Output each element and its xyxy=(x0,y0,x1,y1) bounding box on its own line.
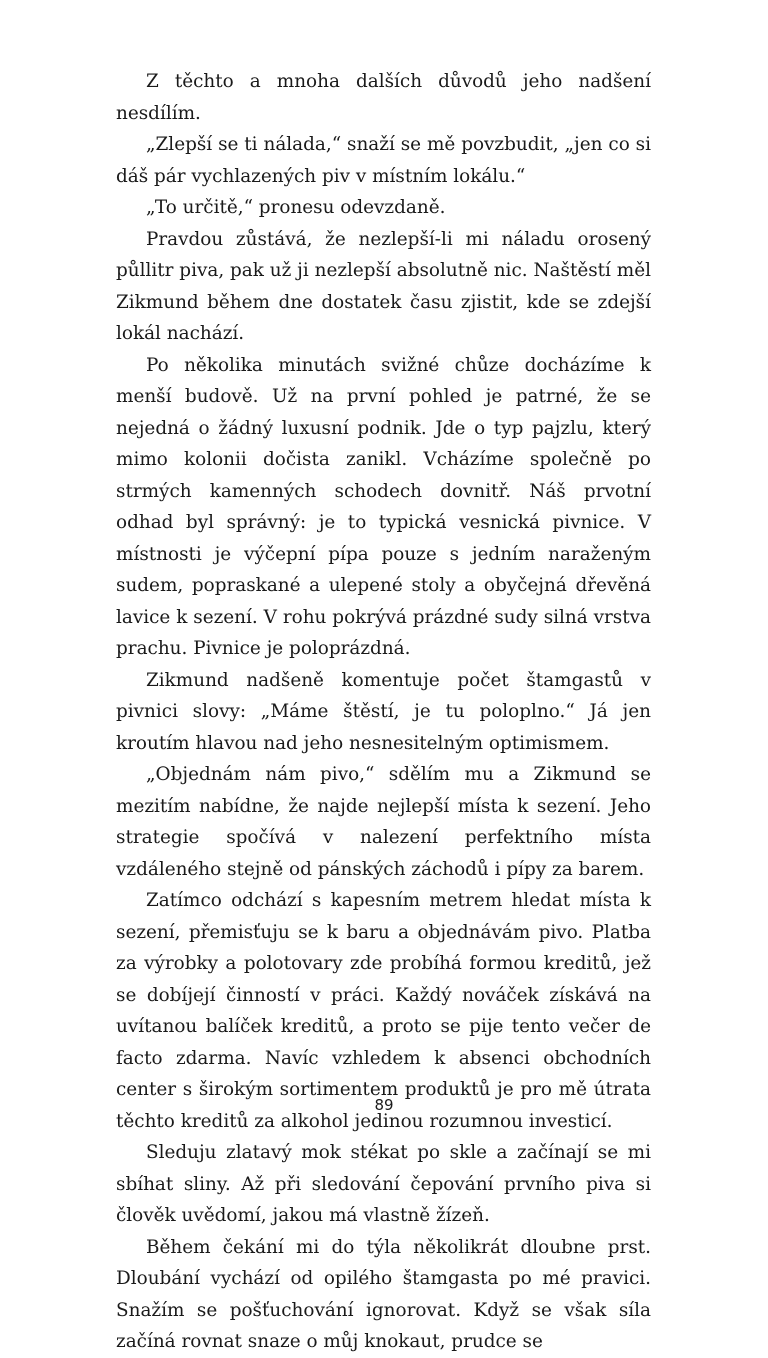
paragraph: Zatímco odchází s kapesním metrem hledat místa k sezení, přemisťuju se k baru a objednávám pivo. Platba za výrobky a polotovary zde probíhá formou kreditů, jež se dobíjejí činností v práci. Každý nováček získává na uvítanou balíček kreditů, a proto se pije tento večer de facto zdarma. Navíc vzhledem k absenci obchodních center s širokým sortimentem produktů je pro mě útrata těchto kreditů za alkohol jedinou rozumnou investicí. xyxy=(116,890,651,1132)
paragraph: „To určitě,“ pronesu odevzdaně. xyxy=(146,197,446,218)
paragraph: Pravdou zůstává, že nezlepší-li mi náladu orosený půllitr piva, pak už ji nezlepší absolutně nic. Naštěstí měl Zikmund během dne dostatek času zjistit, kde se zdejší lokál nachází. xyxy=(116,228,651,344)
paragraph: „Zlepší se ti nálada,“ snaží se mě povzbudit, „jen co si dáš pár vychlazených piv v místním lokálu.“ xyxy=(116,134,651,187)
paragraph: Z těchto a mnoha dalších důvodů jeho nadšení nesdílím. xyxy=(116,71,651,124)
page-number: 89 xyxy=(374,1096,394,1114)
paragraph: Po několika minutách svižné chůze docházíme k menší budově. Už na první pohled je patrné, že se nejedná o žádný luxusní podnik. Jde o typ pajzlu, který mimo kolonii dočista zanikl. Vcházíme společně po strmých kamenných schodech dovnitř. Náš prvotní odhad byl správný: je to typická vesnická pivnice. V místnosti je výčepní pípa pouze s jedním naraženým sudem, popraskané a ulepené stoly a obyčejná dřevěná lavice k sezení. V rohu pokrývá prázdné sudy silná vrstva prachu. Pivnice je poloprázdná. xyxy=(116,354,651,659)
paragraph: Sleduju zlatavý mok stékat po skle a začínají se mi sbíhat sliny. Až při sledování čepování prvního piva si člověk uvědomí, jakou má vlastně žízeň. xyxy=(116,1142,651,1226)
paragraph: Během čekání mi do týla několikrát dloubne prst. Dloubání vychází od opilého štamgasta po mé pravici. Snažím se pošťuchování ignorovat. Když se však síla začíná rovnat snaze o můj knokaut, prudce se xyxy=(116,1236,651,1352)
paragraph: Zikmund nadšeně komentuje počet štamgastů v pivnici slovy: „Máme štěstí, je tu poloplno.“ Já jen kroutím hlavou nad jeho nesnesitelným optimismem. xyxy=(116,669,651,754)
paragraph: „Objednám nám pivo,“ sdělím mu a Zikmund se mezitím nabídne, že najde nejlepší místa k sezení. Jeho strategie spočívá v nalezení perfektního místa vzdáleného stejně od pánských záchodů i pípy za barem. xyxy=(116,764,651,880)
body-text xyxy=(116,66,651,1358)
